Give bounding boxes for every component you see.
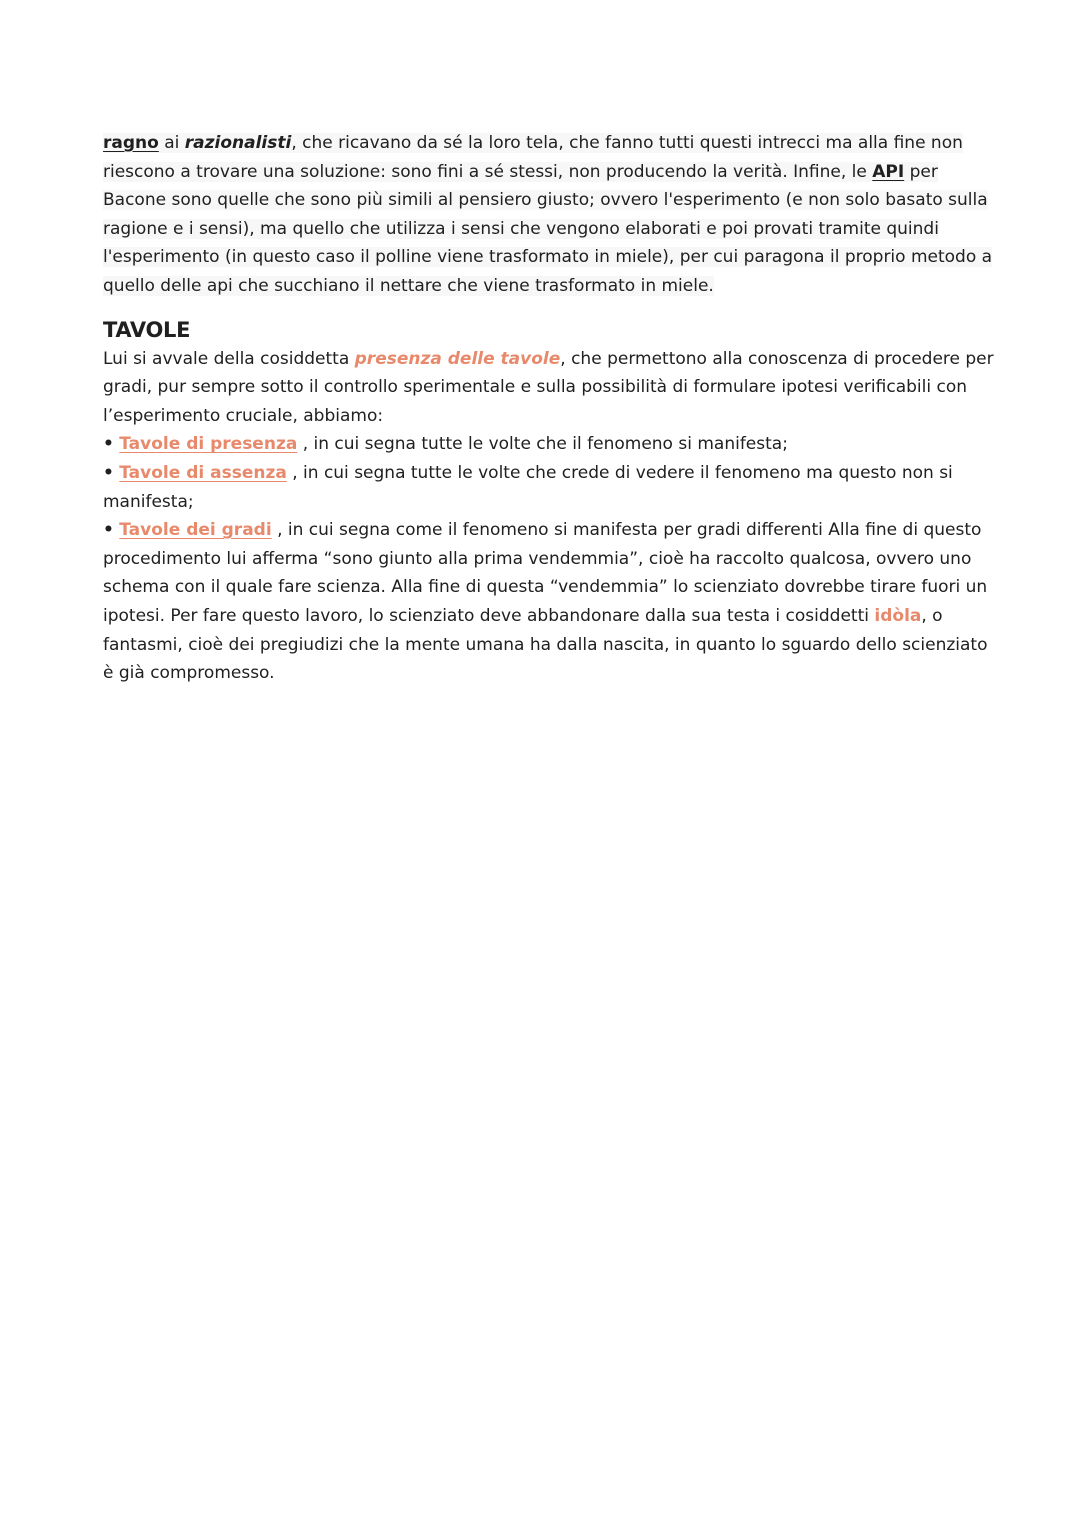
document-page — [103, 129, 1003, 688]
intro-text-1: ai — [158, 133, 185, 153]
link-tavole-dei-gradi[interactable]: Tavole dei gradi — [119, 520, 272, 541]
term-api: API — [872, 161, 905, 182]
link-tavole-di-assenza[interactable]: Tavole di assenza — [119, 462, 287, 483]
intro-text-2: , che ricavano da sé la loro tela, che fanno tutti questi intrecci ma alla fine non riescono a trovare una soluzione: sono fini a sé stessi, non producendo la verità. Infine, le — [103, 133, 963, 182]
bullet-1-text: , in cui segna tutte le volte che il fenomeno si manifesta; — [297, 434, 788, 455]
bullet-icon: • — [103, 462, 114, 483]
bullet-3-text-end: , o fantasmi, cioè dei pregiudizi che la mente umana ha dalla nascita, in quanto lo sguardo dello scienziato è già compromesso. — [103, 605, 988, 684]
term-presenza-delle-tavole: presenza delle tavole — [354, 348, 561, 369]
term-idola: idòla — [874, 605, 922, 626]
bullet-2-text: , in cui segna tutte le volte che crede di vedere il fenomeno ma questo non si manifesta; — [103, 462, 953, 512]
section-text-2: , che permettono alla conoscenza di procedere per gradi, pur sempre sotto il controllo sperimentale e sulla possibilità di formulare ipotesi verificabili con l’esperimento cruciale, abbiamo: — [103, 348, 994, 426]
section-text-1: Lui si avvale della cosiddetta — [103, 348, 355, 369]
bullet-icon: • — [103, 434, 114, 455]
term-ragno: ragno — [103, 133, 159, 153]
link-tavole-di-presenza[interactable]: Tavole di presenza — [119, 434, 298, 455]
bullet-icon: • — [103, 520, 114, 541]
section-paragraph — [103, 345, 1003, 688]
bullet-3-text: , in cui segna come il fenomeno si manifesta per gradi differenti Alla fine di questo procedimento lui afferma “sono giunto alla prima vendemmia”, cioè ha raccolto qualcosa, ovvero uno schema con il quale fare scienza. Alla fine di questa “vendemmia” lo scienziato dovrebbe tirare fuori un ipotesi. Per fare questo lavoro, lo scienziato deve abbandonare dalla sua testa i cosiddetti — [103, 520, 988, 626]
term-razionalisti: razionalisti — [184, 133, 292, 153]
intro-text-3: per Bacone sono quelle che sono più simili al pensiero giusto; ovvero l'esperimento (e non solo basato sulla ragione e i sensi), ma quello che utilizza i sensi che vengono elaborati e poi provati tramite quindi l'esperimento (in questo caso il polline viene trasformato in miele), per cui paragona il proprio metodo a quello delle api che succhiano il nettare che viene trasformato in miele. — [103, 161, 993, 296]
section-heading: TAVOLE — [103, 317, 191, 342]
intro-paragraph — [103, 129, 1003, 301]
